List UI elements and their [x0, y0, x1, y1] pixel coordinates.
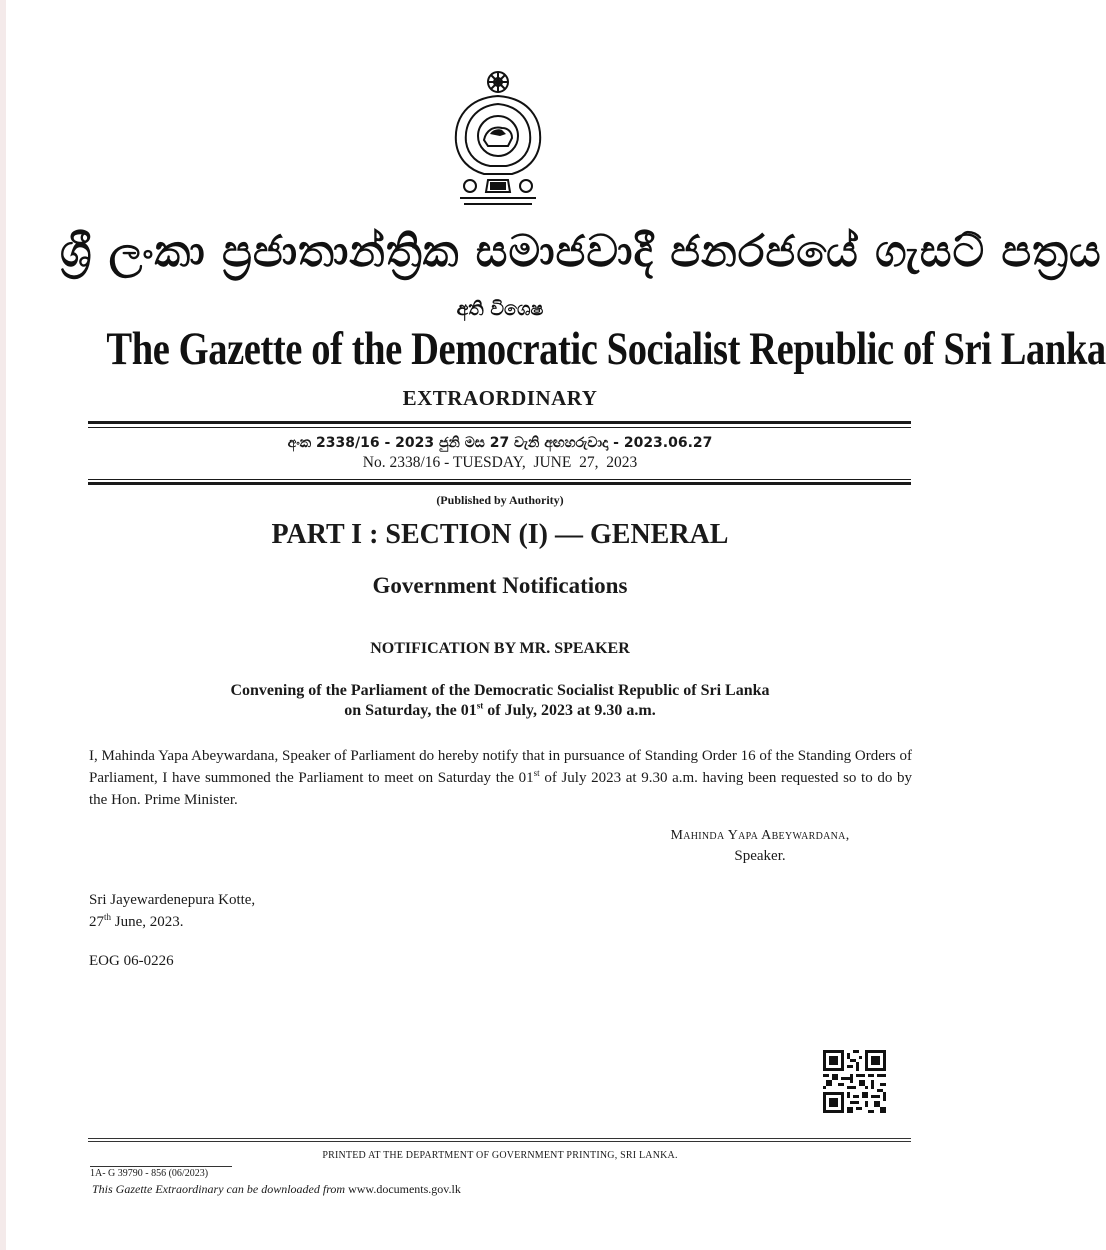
national-emblem-icon [450, 68, 546, 210]
published-by-authority: (Published by Authority) [436, 493, 564, 507]
notification-heading: NOTIFICATION BY MR. SPEAKER [370, 640, 630, 657]
edition-label: EXTRAORDINARY [402, 386, 598, 410]
section-heading: Government Notifications [372, 573, 628, 598]
footer-rule-bottom [88, 1141, 911, 1142]
issue-line-sinhala: අංක 2338/16 - 2023 ජුනි මස 27 වැනි අඟහරුවාදා - 2023.06.27 [287, 435, 713, 451]
gazette-title-sinhala: ශ්‍රී ලංකා ප්‍රජාතාන්ත්‍රික සමාජවාදී ජනරජයේ ගැසට් පත්‍රය [60, 226, 1102, 277]
issue-rule-thin [88, 479, 911, 480]
eog-reference: EOG 06-0226 [89, 953, 174, 969]
header-rule-thin [88, 427, 911, 428]
date: 27th June, 2023. [89, 912, 184, 930]
header-rule-thick [88, 421, 911, 424]
signatory-name: Mahinda Yapa Abeywardana, [670, 828, 850, 843]
footer-rule-top [88, 1138, 911, 1139]
convening-line-2: on Saturday, the 01st of July, 2023 at 9.30 a.m. [344, 700, 656, 719]
place: Sri Jayewardenepura Kotte, [89, 892, 256, 908]
part-heading: PART I : SECTION (I) — GENERAL [271, 519, 729, 550]
gazette-subtitle-sinhala: අති විශෙෂ [456, 298, 544, 320]
issue-line-english: No. 2338/16 - TUESDAY, JUNE 27, 2023 [362, 454, 638, 471]
signatory-title: Speaker. [734, 848, 786, 864]
place-and-date [89, 889, 255, 933]
gazette-title-english: The Gazette of the Democratic Socialist Republic of Sri Lanka [106, 323, 1106, 375]
download-url[interactable]: www.documents.gov.lk [345, 1182, 461, 1196]
printer-imprint: PRINTED AT THE DEPARTMENT OF GOVERNMENT PRINTING, SRI LANKA. [322, 1150, 678, 1161]
issue-rule-thick [88, 482, 911, 485]
page-edge [0, 0, 6, 1250]
notification-body: I, Mahinda Yapa Abeywardana, Speaker of Parliament do hereby notify that in pursuance of Standing Order 16 of the Standing Orders of Parliament, I have summoned the Parliament to meet on Saturday the 01st of July 2023 at 9.30 a.m. having been requested so to do by the Hon. Prime Minister. [89, 748, 913, 808]
convening-line-1: Convening of the Parliament of the Democratic Socialist Republic of Sri Lanka [230, 682, 770, 699]
download-note: This Gazette Extraordinary can be downloaded from www.documents.gov.lk [92, 1182, 461, 1196]
convening-heading [100, 681, 900, 721]
qr-code-icon [823, 1050, 886, 1113]
print-reference: 1A- G 39790 - 856 (06/2023) [90, 1166, 232, 1179]
